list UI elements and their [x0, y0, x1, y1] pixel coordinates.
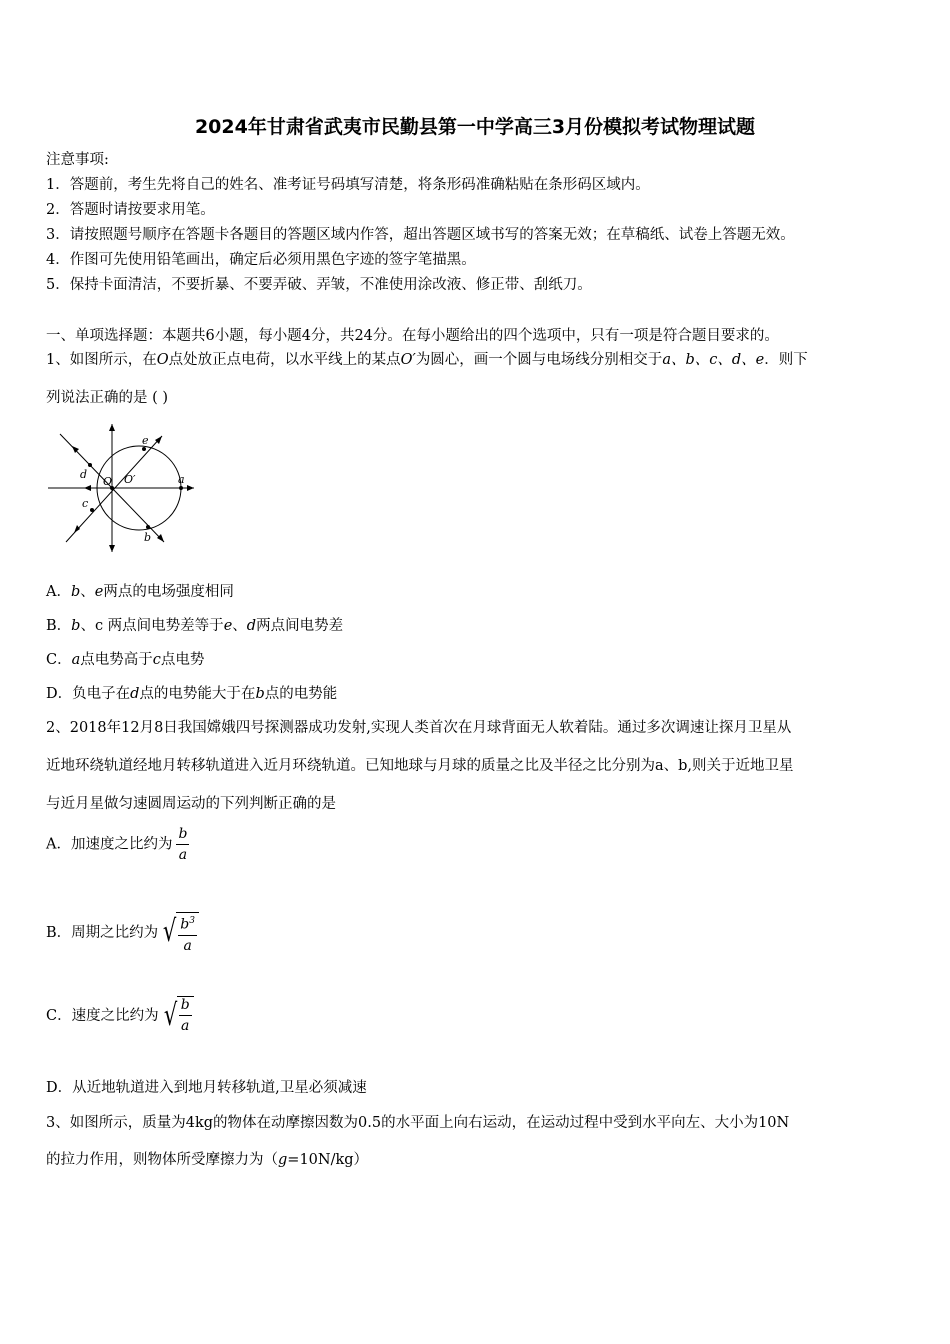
label-a: a — [178, 473, 185, 486]
notice-heading: 注意事项: — [46, 152, 109, 168]
label-c: c — [82, 497, 89, 510]
q1-option-c: C．a点电势高于c点电势 — [46, 652, 205, 668]
q1-stem-line2: 列说法正确的是 ( ) — [46, 390, 169, 406]
sqrt-b3-over-a: √ $\frac{b^3}{a}$ — [160, 912, 199, 954]
field-lines-figure — [44, 420, 204, 556]
q1-option-b: B．b、c 两点间电势差等于e、d两点间电势差 — [46, 618, 344, 634]
q1-option-d: D．负电子在d点的电势能大于在b点的电势能 — [46, 686, 338, 702]
q2-option-d: D．从近地轨道进入到地月转移轨道,卫星必须减速 — [46, 1080, 367, 1096]
fraction-b-over-a: $\frac{b}{a}$ — [178, 826, 188, 863]
q2-stem-line1: 2、2018年12月8日我国嫦娥四号探测器成功发射,实现人类首次在月球背面无人软着陆。通过多次调速让探月卫星从 — [46, 720, 792, 736]
q2-stem-line3: 与近月星做匀速圆周运动的下列判断正确的是 — [46, 796, 336, 812]
q2-stem-line2: 近地环绕轨道经地月转移轨道进入近月环绕轨道。已知地球与月球的质量之比及半径之比分别为a、b,则关于近地卫星 — [46, 758, 794, 774]
q2-option-b: B．周期之比约为 √ $\frac{b^3}{a}$ — [46, 912, 199, 954]
label-O: O — [103, 475, 113, 488]
label-e: e — [142, 434, 149, 447]
notice-item-1: 1．答题前，考生先将自己的姓名、准考证号码填写清楚，将条形码准确粘贴在条形码区域内。 — [46, 177, 650, 193]
notice-item-4: 4．作图可先使用铅笔画出，确定后必须用黑色字迹的签字笔描黑。 — [46, 252, 476, 268]
q1-option-a: A．b、e两点的电场强度相同 — [46, 584, 234, 600]
notice-item-2: 2．答题时请按要求用笔。 — [46, 202, 215, 218]
page-title: 2024年甘肃省武夷市民勤县第一中学高三3月份模拟考试物理试题 — [194, 116, 756, 138]
section-heading: 一、单项选择题：本题共6小题，每小题4分，共24分。在每小题给出的四个选项中，只有一项是符合题目要求的。 — [46, 328, 779, 344]
q3-stem-line2: 的拉力作用，则物体所受摩擦力为（g=10N/kg） — [46, 1152, 369, 1168]
label-O-prime: O′ — [124, 473, 136, 486]
q2-option-c: C．速度之比约为 √ $\frac{b}{a}$ — [46, 996, 194, 1036]
q2-option-a: A．加速度之比约为 $\frac{b}{a}$ — [46, 826, 188, 863]
label-b: b — [144, 531, 152, 544]
q3-stem-line1: 3、如图所示，质量为4kg的物体在动摩擦因数为0.5的水平面上向右运动，在运动过程中受到水平向左、大小为10N — [46, 1115, 790, 1131]
q1-stem-line1: 1、如图所示，在O点处放正点电荷，以水平线上的某点O′为圆心，画一个圆与电场线分别相交于a、b、c、d、e．则下 — [46, 352, 808, 368]
notice-item-5: 5．保持卡面清洁，不要折暴、不要弄破、弄皱，不准使用涂改液、修正带、刮纸刀。 — [46, 277, 592, 293]
notice-item-3: 3．请按照题号顺序在答题卡各题目的答题区域内作答，超出答题区域书写的答案无效；在草稿纸、试卷上答题无效。 — [46, 227, 795, 243]
label-d: d — [80, 468, 88, 481]
sqrt-b-over-a: √ $\frac{b}{a}$ — [161, 996, 194, 1036]
